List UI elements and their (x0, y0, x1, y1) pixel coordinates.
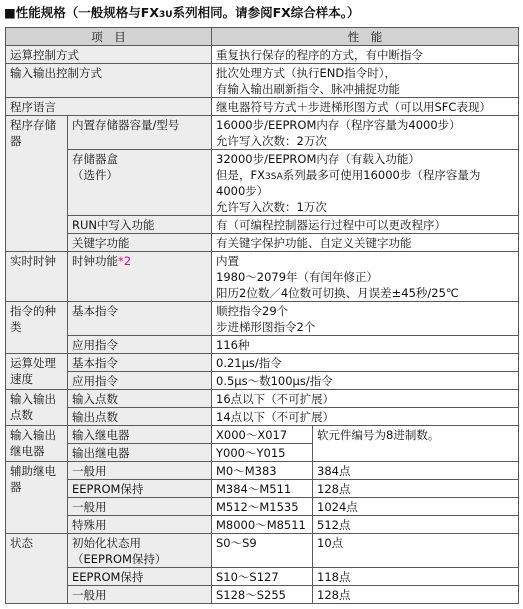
output-relay-label: 输出继电器 (68, 444, 212, 462)
input-points-value: 16点以下（不可扩展） (212, 390, 519, 408)
applied-instruction-value: 116种 (212, 336, 519, 354)
builtin-memory-value-line: 允许写入次数：2万次 (216, 134, 327, 148)
state-type-line: 初始化状态用 (72, 536, 141, 550)
row-instruction-basic (6, 302, 519, 336)
title-prefix: ■性能规格（一般规格与FX (4, 5, 159, 20)
title-series-subscript: 3U (159, 10, 173, 20)
speed-applied-label: 应用指令 (68, 372, 212, 390)
row-state (6, 568, 519, 586)
row-real-time-clock (6, 252, 519, 302)
aux-relay-range: M384～M511 (212, 480, 313, 498)
memory-cassette-label (68, 150, 212, 216)
memory-cassette-value-line: 32000步/EEPROM内存（有载入功能） (216, 152, 420, 166)
row-input-points (6, 390, 519, 408)
run-write-value: 有（可编程控制器运行过程中可以更改程序） (212, 216, 519, 234)
state-type-line: （EEPROM保持） (72, 552, 167, 566)
io-points-label: 输入输出点数 (6, 390, 68, 426)
header-item: 项 目 (6, 28, 212, 46)
aux-relay-range: M8000～M8511 (212, 516, 313, 534)
real-time-clock-label: 实时时钟 (6, 252, 68, 302)
row-state (6, 534, 519, 568)
aux-relay-points: 128点 (313, 480, 519, 498)
keyword-value: 有关键字保护功能、自定义关键字功能 (212, 234, 519, 252)
state-type (68, 534, 212, 568)
instruction-types-label: 指令的种类 (6, 302, 68, 354)
states-label: 状态 (6, 534, 68, 604)
performance-spec-table (5, 27, 519, 604)
memory-cassette-value-line: 4000步） (216, 184, 269, 198)
real-time-clock-value-line: 内置 (216, 254, 239, 268)
state-points: 118点 (313, 568, 519, 586)
real-time-clock-value (212, 252, 519, 302)
clock-function-text: 时钟功能 (72, 254, 118, 268)
aux-relay-points: 1024点 (313, 498, 519, 516)
header-row (6, 28, 519, 46)
aux-relay-type: 特殊用 (68, 516, 212, 534)
row-io-control (6, 64, 519, 98)
row-aux-relay (6, 480, 519, 498)
builtin-memory-label: 内置存储器容量/型号 (68, 116, 212, 150)
row-input-relay (6, 426, 519, 444)
speed-basic-value: 0.21μs/指令 (212, 354, 519, 372)
state-range: S0～S9 (212, 534, 313, 568)
output-points-value: 14点以下（不可扩展） (212, 408, 519, 426)
program-language-label: 程序语言 (6, 98, 212, 116)
operation-control-label: 运算控制方式 (6, 46, 212, 64)
title-suffix: 系列相同。请参阅FX综合样本。） (172, 5, 360, 20)
input-points-label: 输入点数 (68, 390, 212, 408)
row-run-write (6, 216, 519, 234)
speed-basic-label: 基本指令 (68, 354, 212, 372)
builtin-memory-value-line: 16000步/EEPROM内存（程序容量为4000步） (216, 118, 461, 132)
row-keyword (6, 234, 519, 252)
output-relay-range: Y000～Y015 (212, 444, 313, 462)
row-output-points (6, 408, 519, 426)
real-time-clock-value-line: 1980～2079年（有闰年修正） (216, 270, 379, 284)
state-range: S128～S255 (212, 586, 313, 604)
basic-instruction-label: 基本指令 (68, 302, 212, 336)
aux-relay-range: M512～M1535 (212, 498, 313, 516)
row-program-language (6, 98, 519, 116)
real-time-clock-value-line: 阳历2位数／4位数可切换、月误差±45秒/25℃ (216, 286, 459, 300)
footnote-ref: *2 (118, 254, 132, 268)
program-memory-label: 程序存储器 (6, 116, 68, 252)
state-points: 10点 (313, 534, 519, 568)
memory-cassette-value-line: 允许写入次数：1万次 (216, 200, 327, 214)
aux-relay-points: 512点 (313, 516, 519, 534)
state-type: 一般用 (68, 586, 212, 604)
speed-applied-value: 0.5μs～数100μs/指令 (212, 372, 519, 390)
clock-function-label (68, 252, 212, 302)
aux-relays-label: 辅助继电器 (6, 462, 68, 534)
state-type: EEPROM保持 (68, 568, 212, 586)
io-control-value (212, 64, 519, 98)
basic-instruction-value (212, 302, 519, 336)
memory-cassette-note-before: 但是，FX (216, 168, 265, 182)
row-speed-applied (6, 372, 519, 390)
aux-relay-type: 一般用 (68, 498, 212, 516)
input-relay-range: X000～X017 (212, 426, 313, 444)
page-title (0, 0, 523, 27)
aux-relay-points: 384点 (313, 462, 519, 480)
program-language-value: 继电器符号方式＋步进梯形图方式（可以用SFC表现） (212, 98, 519, 116)
row-speed-basic (6, 354, 519, 372)
state-range: S10～S127 (212, 568, 313, 586)
row-aux-relay (6, 462, 519, 480)
io-control-label: 输入输出控制方式 (6, 64, 212, 98)
io-control-value-line: 有输入输出刷新指令、脉冲捕捉功能 (216, 82, 400, 96)
aux-relay-type: 一般用 (68, 462, 212, 480)
row-aux-relay (6, 498, 519, 516)
builtin-memory-value (212, 116, 519, 150)
row-instruction-applied (6, 336, 519, 354)
memory-cassette-label-line: 存储器盒 (72, 152, 118, 166)
io-relays-label: 输入输出继电器 (6, 426, 68, 462)
io-control-value-line: 批次处理方式（执行END指令时）， (216, 66, 396, 80)
aux-relay-range: M0～M383 (212, 462, 313, 480)
memory-cassette-value-line (216, 167, 514, 183)
state-points: 128点 (313, 586, 519, 604)
io-relays-note: 软元件编号为8进制数。 (313, 426, 519, 462)
row-aux-relay (6, 516, 519, 534)
header-spec: 性 能 (212, 28, 519, 46)
memory-cassette-note-after: 系列最多可使用16000步（程序容量为 (282, 168, 481, 182)
basic-instruction-value-line: 顺控指令29个 (216, 304, 289, 318)
basic-instruction-value-line: 步进梯形图指令2个 (216, 320, 316, 334)
applied-instruction-label: 应用指令 (68, 336, 212, 354)
operation-control-value: 重复执行保存的程序的方式，有中断指令 (212, 46, 519, 64)
run-write-label: RUN中写入功能 (68, 216, 212, 234)
row-memory-cassette (6, 150, 519, 216)
aux-relay-type: EEPROM保持 (68, 480, 212, 498)
output-points-label: 输出点数 (68, 408, 212, 426)
row-operation-control (6, 46, 519, 64)
memory-cassette-value (212, 150, 519, 216)
row-program-memory-builtin (6, 116, 519, 150)
input-relay-label: 输入继电器 (68, 426, 212, 444)
memory-cassette-label-line: （选件） (72, 168, 118, 182)
series-subscript: 3SA (265, 172, 283, 182)
processing-speed-label: 运算处理速度 (6, 354, 68, 390)
row-state (6, 586, 519, 604)
keyword-label: 关键字功能 (68, 234, 212, 252)
